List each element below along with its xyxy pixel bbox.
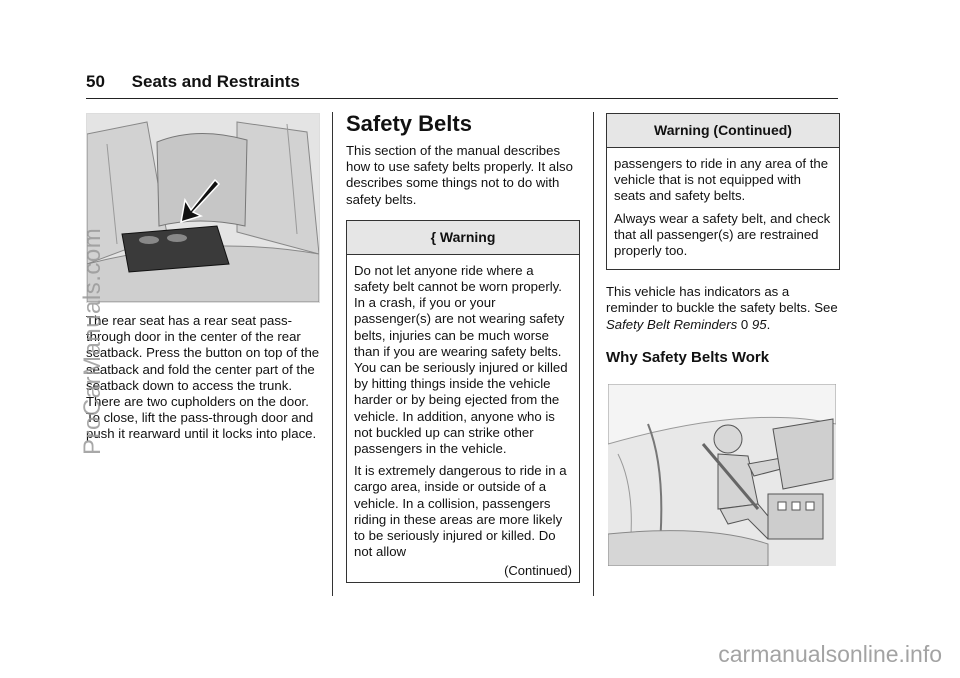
page-header — [86, 72, 300, 92]
warning-title: Warning — [439, 228, 496, 245]
column-divider-1 — [332, 112, 333, 596]
warning-box — [346, 220, 580, 584]
warning-continued-body — [607, 148, 839, 269]
see-prefix: See — [814, 300, 838, 316]
indicator-text: This vehicle has indicators as a reminder to buckle the safety belts. — [606, 284, 811, 316]
side-watermark: ProCarManuals.com — [79, 227, 106, 455]
section-heading: Safety Belts — [346, 111, 472, 136]
safety-belts-intro: This section of the manual describes how to use safety belts properly. It also describes some things not to do with safety belts. — [346, 143, 573, 207]
column-3 — [606, 113, 840, 566]
warning-body — [347, 255, 579, 583]
warning-continued-paragraph-2: Always wear a safety belt, and check that all passenger(s) are restrained properly too. — [614, 210, 831, 259]
bottom-watermark: carmanualsonline.info — [718, 641, 942, 667]
warning-header — [347, 221, 579, 255]
warning-paragraph-2: It is extremely dangerous to ride in a cargo area, inside or outside of a vehicle. In a collision, passengers riding in these areas are more likely to be seriously injured or killed. Do not allow — [354, 463, 567, 560]
column-1 — [86, 113, 320, 443]
see-suffix: . — [766, 316, 771, 332]
warning-continued-header: Warning (Continued) — [607, 114, 839, 148]
section-title: Seats and Restraints — [131, 72, 300, 91]
safety-belt-reminders-link[interactable]: Safety Belt Reminders — [606, 316, 738, 332]
page-ref-number[interactable]: 95 — [751, 316, 767, 332]
warning-icon: { — [430, 228, 437, 245]
continued-label: (Continued) — [504, 563, 572, 579]
page-ref-symbol: 0 — [740, 316, 749, 332]
header-rule — [86, 98, 838, 99]
warning-continued-box — [606, 113, 840, 270]
warning-paragraph-1: Do not let anyone ride where a safety belt cannot be worn properly. In a crash, if you or your passenger(s) are not wearing safety belts, injuries can be much worse than if you are wearing safety belts. You can be seriously injured or killed by hitting things inside the vehicle harder or by being ejected from the vehicle. In addition, anyone who is not buckled up can strike other passengers in the vehicle. — [354, 262, 568, 457]
column-divider-2 — [593, 112, 594, 596]
rear-seat-pass-through-illustration — [86, 113, 320, 303]
crash-test-dummy-illustration — [608, 384, 836, 566]
pass-through-paragraph: The rear seat has a rear seat pass-through door in the center of the rear seatback. Press the button on top of the seatback and fold the center part of the seatback down to access the trunk. There are two cupholders on the door. To close, lift the pass-through door and push it rearward until it locks into place. — [86, 313, 320, 442]
subheading: Why Safety Belts Work — [606, 348, 770, 366]
column-2 — [346, 110, 580, 583]
warning-continued-paragraph-1: passengers to ride in any area of the vehicle that is not equipped with seats and safety belts. — [614, 156, 829, 204]
indicator-paragraph — [606, 284, 840, 333]
page-number: 50 — [86, 72, 105, 91]
